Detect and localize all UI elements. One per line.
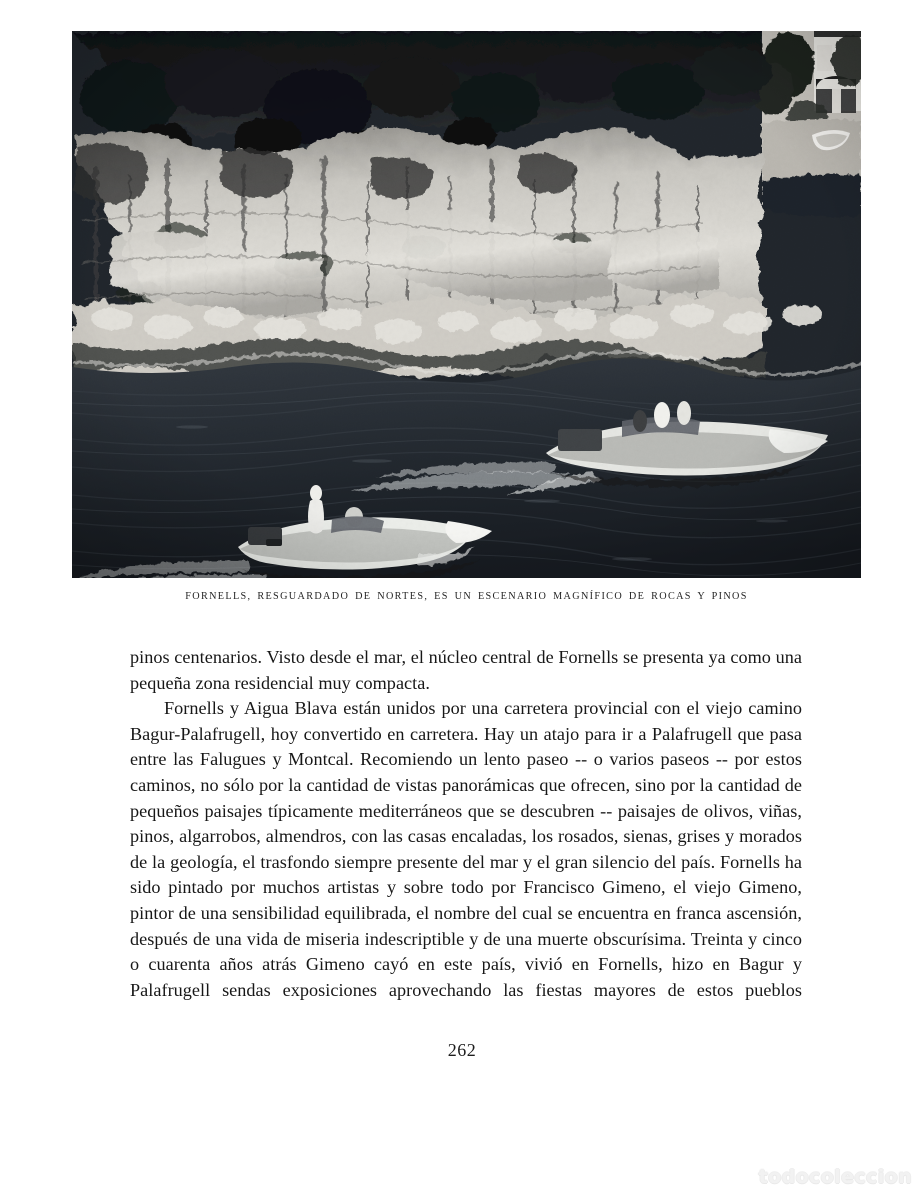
paragraph-fornells-aigua-blava: Fornells y Aigua Blava están unidos por una carretera provincial con el viejo camino Bagur-Palafrugell, hoy convertido en carretera. Hay un atajo para ir a Palafrugell que pasa entre las Falugues y Montcal. Recomiendo un lento paseo -- o varios paseos -- por estos caminos, no sólo por la cantidad de vistas panorámicas que ofrecen, sino por la cantidad de pequeños paisajes típicamente mediterráneos que se descubren -- paisajes de olivos, viñas, pinos, algarrobos, almendros, con las casas encaladas, los rosados, sienas, grises y morados de la geología, el trasfondo siempre presente del mar y el gran silencio del país. Fornells ha sido pintado por muchos artistas y sobre todo por Francisco Gimeno, el viejo Gimeno, pintor de una sensibilidad equilibrada, el nombre del cual se encuentra en franca ascensión, después de una vida de miseria indescriptible y de una muerte obscurísima. Treinta y cinco o cuarenta años atrás Gimeno cayó en este país, vivió en Fornells, hizo en Bagur y Palafrugell sendas exposiciones aprovechando las fiestas mayores de estos pueblos (130, 698, 802, 1000)
watermark: todocoleccion (758, 1166, 912, 1188)
photograph-image (72, 31, 861, 578)
paragraph-continuation: pinos centenarios. Visto desde el mar, el núcleo central de Fornells se presenta ya como una pequeña zona residencial muy compacta. (130, 647, 802, 693)
photograph (72, 31, 861, 578)
page-number: 262 (447, 1040, 477, 1060)
body-text-column (130, 645, 802, 1029)
photo-caption: FORNELLS, RESGUARDADO DE NORTES, ES UN ESCENARIO MAGNÍFICO DE ROCAS Y PINOS (185, 591, 748, 602)
